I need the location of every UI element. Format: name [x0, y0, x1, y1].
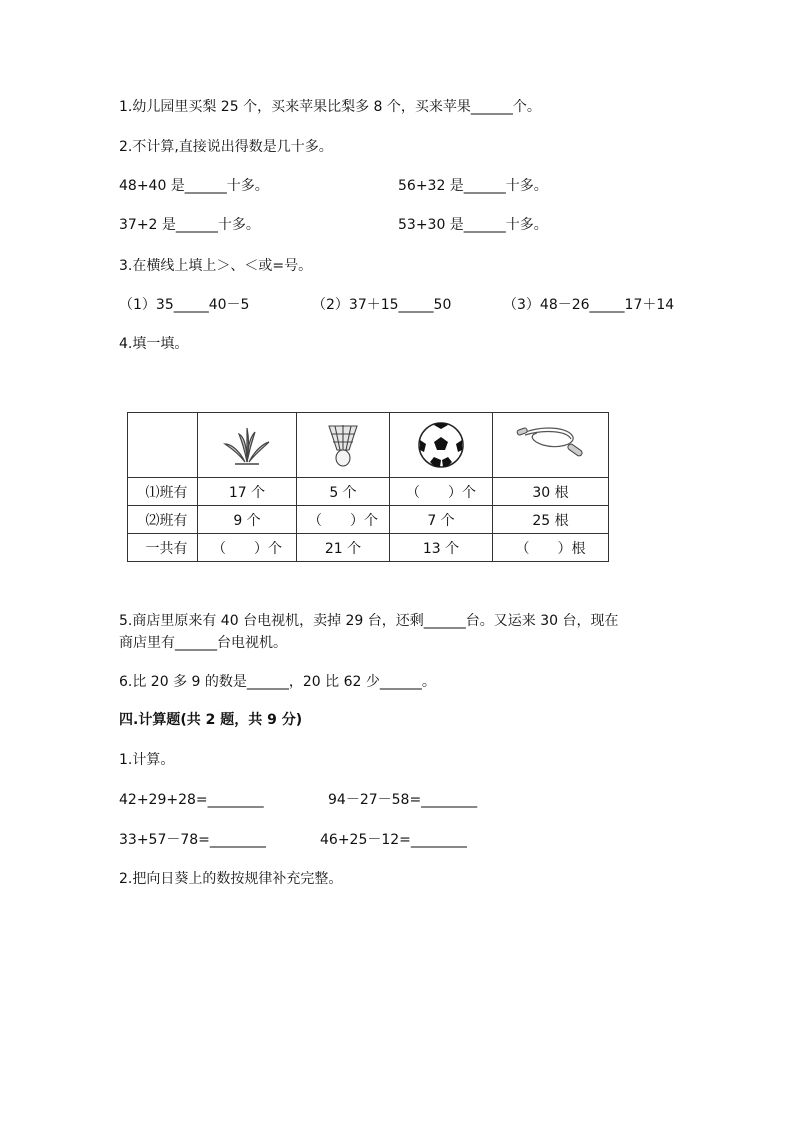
table-row — [128, 534, 609, 562]
question-4-title: 4.填一填。 — [119, 336, 189, 352]
table-cell: （ ）个 — [198, 534, 297, 562]
question-2-title: 2.不计算,直接说出得数是几十多。 — [119, 139, 333, 155]
table-cell: 9 个 — [198, 506, 297, 534]
table-cell: 13 个 — [390, 534, 493, 562]
section-4-title: 四.计算题(共 2 题，共 9 分) — [119, 712, 303, 728]
calc-expression: 46+25－12=________ — [320, 832, 467, 848]
table-corner-cell — [128, 413, 198, 478]
question-3-item: （3）48－26_____17＋14 — [503, 297, 675, 313]
sunflower-question-title: 2.把向日葵上的数按规律补充完整。 — [119, 871, 343, 887]
question-2-item: 56+32 是______十多。 — [398, 178, 548, 194]
table-cell: （ ）个 — [297, 506, 390, 534]
count-table — [127, 412, 609, 562]
table-row — [128, 478, 609, 506]
table-cell: 17 个 — [198, 478, 297, 506]
question-6: 6.比 20 多 9 的数是______，20 比 62 少______。 — [119, 674, 436, 690]
question-1: 1.幼儿园里买梨 25 个，买来苹果比梨多 8 个，买来苹果______个。 — [119, 99, 541, 115]
calc-expression: 33+57－78=________ — [119, 832, 266, 848]
table-cell: 5 个 — [297, 478, 390, 506]
question-2-item: 37+2 是______十多。 — [119, 217, 260, 233]
soccer-ball-icon — [390, 413, 493, 478]
table-cell: （ ）根 — [493, 534, 609, 562]
question-3-item: （2）37＋15_____50 — [312, 297, 452, 313]
shuttlecock-icon — [297, 413, 390, 478]
question-2-item: 53+30 是______十多。 — [398, 217, 548, 233]
row-label: 一共有 — [128, 534, 198, 562]
calc-title: 1.计算。 — [119, 752, 175, 768]
calc-expression: 94－27－58=________ — [328, 792, 478, 808]
question-5-line1: 5.商店里原来有 40 台电视机，卖掉 29 台，还剩______台。又运来 30 台，现在 — [119, 613, 619, 629]
question-2-item: 48+40 是______十多。 — [119, 178, 269, 194]
jump-rope-icon — [493, 413, 609, 478]
question-5-line2: 商店里有______台电视机。 — [119, 635, 287, 651]
table-cell: 7 个 — [390, 506, 493, 534]
question-3-title: 3.在横线上填上＞、＜或=号。 — [119, 258, 313, 274]
table-row — [128, 506, 609, 534]
row-label: ⑴班有 — [128, 478, 198, 506]
plant-icon — [198, 413, 297, 478]
question-3-item: （1）35_____40－5 — [119, 297, 250, 313]
table-cell: 30 根 — [493, 478, 609, 506]
table-cell: 25 根 — [493, 506, 609, 534]
row-label: ⑵班有 — [128, 506, 198, 534]
table-cell: 21 个 — [297, 534, 390, 562]
calc-expression: 42+29+28=________ — [119, 792, 264, 808]
table-cell: （ ）个 — [390, 478, 493, 506]
